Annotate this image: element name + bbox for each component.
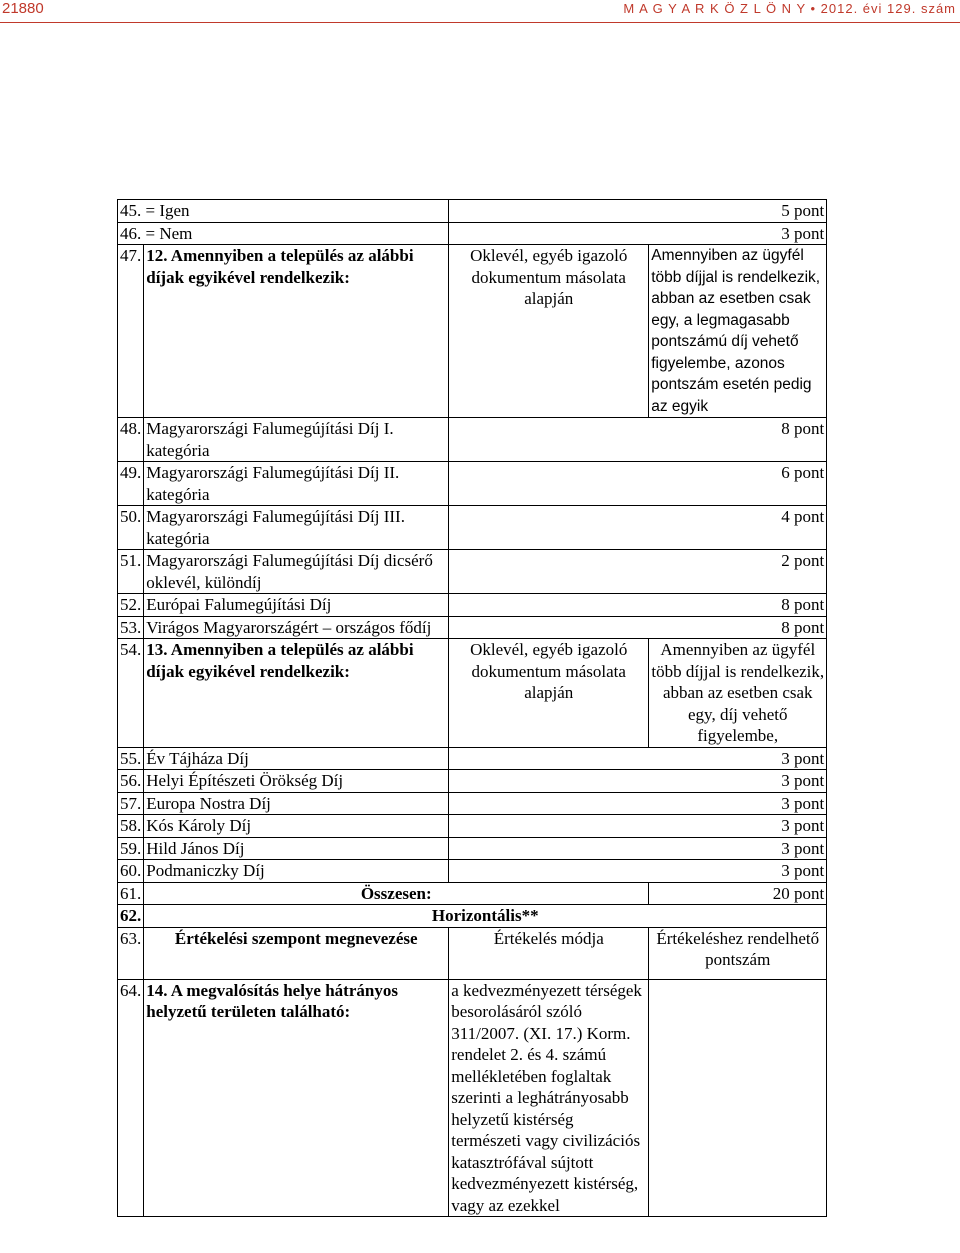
header-divider — [0, 22, 960, 23]
row-number: 49. — [118, 462, 144, 506]
evaluation-method: Oklevél, egyéb igazoló dokumentum másolata alapján — [449, 245, 649, 418]
row-points: 3 pont — [449, 792, 827, 815]
row-number: 53. — [118, 616, 144, 639]
page-header — [0, 0, 960, 22]
row-number: 63. — [118, 927, 144, 979]
row-label: 46. = Nem — [118, 222, 449, 245]
table-row — [118, 815, 827, 838]
row-points: 8 pont — [449, 418, 827, 462]
row-number: 58. — [118, 815, 144, 838]
table-row — [118, 639, 827, 748]
evaluation-method: Oklevél, egyéb igazoló dokumentum másolata alapján — [449, 639, 649, 748]
scoring-note: Amennyiben az ügyfél több díjjal is rendelkezik, abban az esetben csak egy, a legmagasabb pontszámú díj vehető figyelembe, azonos pontszám esetén pedig az egyik — [649, 245, 827, 418]
table-row — [118, 222, 827, 245]
table-row — [118, 905, 827, 928]
row-number: 54. — [118, 639, 144, 748]
table-row — [118, 550, 827, 594]
row-points: 3 pont — [449, 747, 827, 770]
row-label: Helyi Építészeti Örökség Díj — [144, 770, 449, 793]
gazette-title: M A G Y A R K Ö Z L Ö N Y • 2012. évi 129. szám — [623, 1, 956, 16]
total-label: Összesen: — [144, 882, 649, 905]
table-row — [118, 418, 827, 462]
row-number: 55. — [118, 747, 144, 770]
row-number: 56. — [118, 770, 144, 793]
row-label: 45. = Igen — [118, 200, 449, 223]
column-header-points: Értékeléshez rendelhető pontszám — [649, 927, 827, 979]
table-header-row — [118, 927, 827, 979]
column-header-method: Értékelés módja — [449, 927, 649, 979]
table-row — [118, 506, 827, 550]
row-points: 6 pont — [449, 462, 827, 506]
points-cell — [649, 979, 827, 1217]
row-points: 3 pont — [449, 860, 827, 883]
column-header-criterion: Értékelési szempont megnevezése — [144, 927, 449, 979]
row-label: Magyarországi Falumegújítási Díj III. kategória — [144, 506, 449, 550]
table-row — [118, 979, 827, 1217]
table-row — [118, 462, 827, 506]
row-label: Hild János Díj — [144, 837, 449, 860]
row-label: Europa Nostra Díj — [144, 792, 449, 815]
row-points: 2 pont — [449, 550, 827, 594]
row-number: 50. — [118, 506, 144, 550]
row-points: 3 pont — [449, 222, 827, 245]
row-points: 3 pont — [449, 770, 827, 793]
table-row — [118, 792, 827, 815]
row-number: 64. — [118, 979, 144, 1217]
table-row — [118, 770, 827, 793]
row-number: 57. — [118, 792, 144, 815]
row-points: 3 pont — [449, 837, 827, 860]
table-row — [118, 747, 827, 770]
scoring-table — [117, 199, 827, 1217]
page-number: 21880 — [2, 0, 44, 17]
total-points: 20 pont — [649, 882, 827, 905]
row-number: 62. — [118, 905, 144, 928]
table-row — [118, 860, 827, 883]
table-row — [118, 882, 827, 905]
section-heading: 14. A megvalósítás helye hátrányos helyzetű területen található: — [144, 979, 449, 1217]
row-number: 52. — [118, 594, 144, 617]
row-label: Európai Falumegújítási Díj — [144, 594, 449, 617]
row-label: Magyarországi Falumegújítási Díj dicsérő oklevél, különdíj — [144, 550, 449, 594]
row-label: Podmaniczky Díj — [144, 860, 449, 883]
table-row — [118, 616, 827, 639]
row-number: 47. — [118, 245, 144, 418]
row-label: Kós Károly Díj — [144, 815, 449, 838]
row-points: 3 pont — [449, 815, 827, 838]
table-row — [118, 245, 827, 418]
row-number: 51. — [118, 550, 144, 594]
row-points: 8 pont — [449, 594, 827, 617]
row-label: Magyarországi Falumegújítási Díj I. kategória — [144, 418, 449, 462]
table-row — [118, 837, 827, 860]
row-number: 59. — [118, 837, 144, 860]
section-title: Horizontális** — [144, 905, 827, 928]
scoring-note: Amennyiben az ügyfél több díjjal is rendelkezik, abban az esetben csak egy, díj vehető figyelembe, — [649, 639, 827, 748]
row-points: 5 pont — [449, 200, 827, 223]
row-label: Év Tájháza Díj — [144, 747, 449, 770]
row-label: Virágos Magyarországért – országos fődíj — [144, 616, 449, 639]
evaluation-method: a kedvezményezett térségek besorolásáról szóló 311/2007. (XI. 17.) Korm. rendelet 2. és 4. számú mellékletében foglaltak szerinti a leghátrányosabb helyzetű kistérség természeti vagy civilizációs katasztrófával sújtott kedvezményezett kistérség, vagy az ezekkel — [449, 979, 649, 1217]
row-number: 61. — [118, 882, 144, 905]
row-label: Magyarországi Falumegújítási Díj II. kategória — [144, 462, 449, 506]
section-heading: 12. Amennyiben a település az alábbi díjak egyikével rendelkezik: — [144, 245, 449, 418]
row-number: 60. — [118, 860, 144, 883]
table-row — [118, 200, 827, 223]
table-row — [118, 594, 827, 617]
row-points: 4 pont — [449, 506, 827, 550]
row-number: 48. — [118, 418, 144, 462]
row-points: 8 pont — [449, 616, 827, 639]
section-heading: 13. Amennyiben a település az alábbi díjak egyikével rendelkezik: — [144, 639, 449, 748]
